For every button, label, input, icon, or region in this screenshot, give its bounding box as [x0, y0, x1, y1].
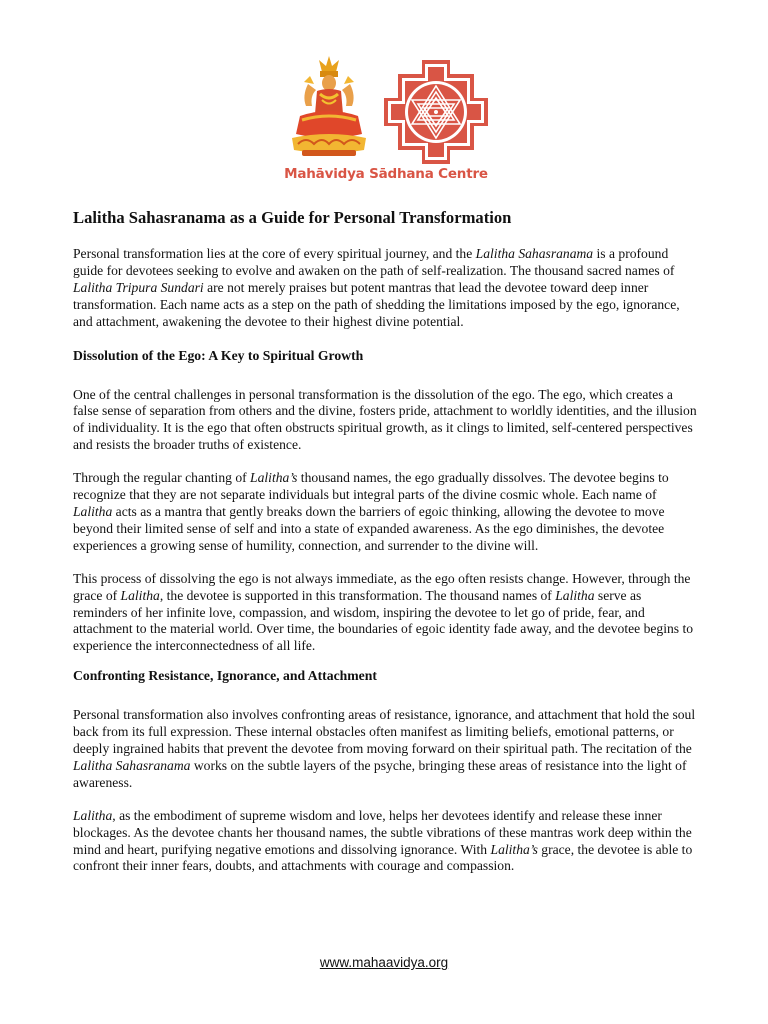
ego-paragraph-1: One of the central challenges in personal transformation is the dissolution of the ego. The ego, which creates a false sense of separation from others and the divine, fosters pride, attachment to worldly identities, and the illusion of individuality. It is the ego that often obstructs spiritual growth, as it clings to limited, self-centered perspectives and resists the broader truths of existence.	[73, 386, 697, 453]
organization-name: Mahāvidya Sādhana Centre	[284, 166, 488, 182]
resistance-paragraph-1: Personal transformation also involves confronting areas of resistance, ignorance, and attachment that hold the soul back from its full expression. These internal obstacles often manifest as limiting beliefs, emotional patterns, or deeply ingrained habits that prevent the devotee from moving forward on their spiritual path. The recitation of the Lalitha Sahasranama works on the subtle layers of the psyche, bringing these areas of resistance into the light of awareness.	[73, 707, 696, 790]
article	[73, 208, 697, 891]
ego-paragraph-3: This process of dissolving the ego is not always immediate, as the ego often resists change. However, through the grace of Lalitha, the devotee is supported in this transformation. The thousand names of Lalitha serve as reminders of her infinite love, compassion, and wisdom, inspiring the devotee to let go of pride, fear, and attachment to the material world. Over time, the boundaries of egoic identity fade away, and the devotee begins to experience the interconnectedness of all life.	[73, 570, 694, 654]
resistance-paragraph-2: Lalitha, as the embodiment of supreme wisdom and love, helps her devotees identify and release these inner blockages. As the devotee chants her thousand names, the subtle vibrations of these mantras work deep within the mind and heart, purifying negative emotions and dissolving ignorance. With Lalitha’s grace, the devotee is able to confront their inner fears, doubts, and attachments with courage and compassion.	[73, 807, 693, 874]
section-heading-resistance: Confronting Resistance, Ignorance, and Attachment	[73, 668, 377, 684]
website-link[interactable]: www.mahaavidya.org	[319, 955, 449, 970]
ego-paragraph-2: Through the regular chanting of Lalitha’s thousand names, the ego gradually dissolves. The devotee begins to recognize that they are not separate individuals but integral parts of the divine cosmic whole. Each name of Lalitha acts as a mantra that gently breaks down the barriers of egoic thinking, allowing the devotee to move beyond their limited sense of self and into a state of expanded awareness. As the ego diminishes, the devotee experiences a growing sense of humility, connection, and surrender to the divine will.	[73, 470, 669, 553]
goddess-icon	[286, 54, 372, 160]
section-heading-ego: Dissolution of the Ego: A Key to Spiritual Growth	[73, 347, 364, 363]
document-title: Lalitha Sahasranama as a Guide for Personal Transformation	[73, 208, 512, 227]
sri-yantra-icon	[384, 60, 488, 164]
intro-paragraph: Personal transformation lies at the core of every spiritual journey, and the Lalitha Sahasranama is a profound guide for devotees seeking to evolve and awaken on the path of self-realization. The thousand sacred names of Lalitha Tripura Sundari are not merely praises but potent mantras that lead the devotee toward deep inner transformation. Each name acts as a step on the path of shedding the limitations imposed by the ego, ignorance, and attachment, awakening the devotee to their highest divine potential.	[73, 246, 680, 329]
